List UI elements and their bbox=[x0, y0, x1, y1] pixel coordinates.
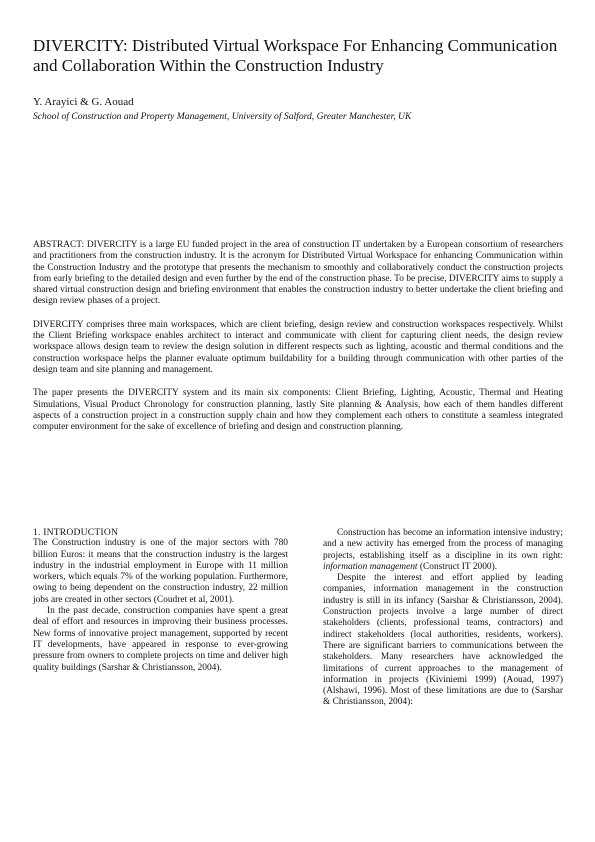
author-affiliation: School of Construction and Property Management, University of Salford, Greater Manchester, UK bbox=[33, 111, 412, 122]
intro-paragraph-1: The Construction industry is one of the major sectors with 780 billion Euros: it means that the construction industry is the largest industry in the industrial employment in Europe with 11 million workers, which equals 7% of the working population. Furthermore, owing to being dependent on the construction industry, 22 million jobs are created in other sectors (Coudret et al, 2001). bbox=[33, 538, 288, 605]
intro-paragraph-2: In the past decade, construction companies have spent a great deal of effort and resources in improving their business processes. New forms of innovative project management, supported by recent IT developments, have appeared in response to ever-growing pressure from owners to complete projects on time and deliver high quality buildings (Sarshar & Christiansson, 2004). bbox=[33, 606, 288, 673]
information-management-term: information management bbox=[323, 561, 418, 572]
right-column bbox=[323, 528, 563, 709]
intro-paragraph-4: Despite the interest and effort applied by leading companies, information management in the construction industry is still in its infancy (Sarshar & Christiansson, 2004). Construction projects involve a large number of direct stakeholders (clients, professional teams, contractors) and indirect stakeholders (local authorities, residents, workers). There are significant barriers to communications between the stakeholders. Many researchers have acknowledged the limitations of current approaches to the management of information in projects (Kiviniemi 1999) (Aouad, 1997) (Alshawi, 1996). Most of these limitations are due to (Sarshar & Christiansson, 2004): bbox=[323, 573, 563, 708]
paper-authors: Y. Arayici & G. Aouad bbox=[33, 96, 134, 108]
section-heading-introduction: 1. INTRODUCTION bbox=[33, 527, 119, 538]
intro-paragraph-3-citation: (Construct IT 2000). bbox=[417, 561, 498, 572]
intro-paragraph-3-text: Construction has become an information intensive industry; and a new activity has emerged from the process of managing projects, establishing itself as a discipline in its own right: bbox=[323, 528, 563, 561]
abstract-paragraph-1: ABSTRACT: DIVERCITY is a large EU funded project in the area of construction IT undertaken by a European consortium of researchers and practitioners from the construction industry. It is the acronym for Distributed Virtual Workspace for enhancing Communication within the Construction Industry and the prototype that presents the mechanism to smoothly and collaboratively conduct the construction projects from early briefing to the detailed design and even further by the end of the construction phase. To be precise, DIVERCITY aims to supply a shared virtual construction design and briefing environment that enables the construction industry to better undertake the client briefing and design review phases of a project. bbox=[33, 240, 563, 307]
paper-title: DIVERCITY: Distributed Virtual Workspace For Enhancing Communication and Collaboration Within the Construction Industry bbox=[33, 36, 558, 75]
left-column bbox=[33, 527, 288, 674]
abstract-paragraph-3: The paper presents the DIVERCITY system and its main six components: Client Briefing, Lighting, Acoustic, Thermal and Heating Simulations, Visual Product Chronology for construction planning, lastly Site planning & Analysis, how each of them handles different aspects of a construction project in a construction supply chain and how they complement each others to constitute a seamless integrated computer environment for the sake of excellence of briefing and design and construction planning. bbox=[33, 388, 563, 433]
abstract-paragraph-2: DIVERCITY comprises three main workspaces, which are client briefing, design review and construction workspaces respectively. Whilst the Client Briefing workspace enables architect to interact and communicate with client for capturing client needs, the design review workspace allows design team to review the design solution in different respects such as lighting, acoustic and thermal conditions and the construction workspace helps the planner evaluate optimum buildability for a building through communication with other parties of the design team and site planning and management. bbox=[33, 319, 563, 375]
intro-paragraph-3 bbox=[323, 528, 563, 573]
abstract bbox=[33, 240, 563, 445]
